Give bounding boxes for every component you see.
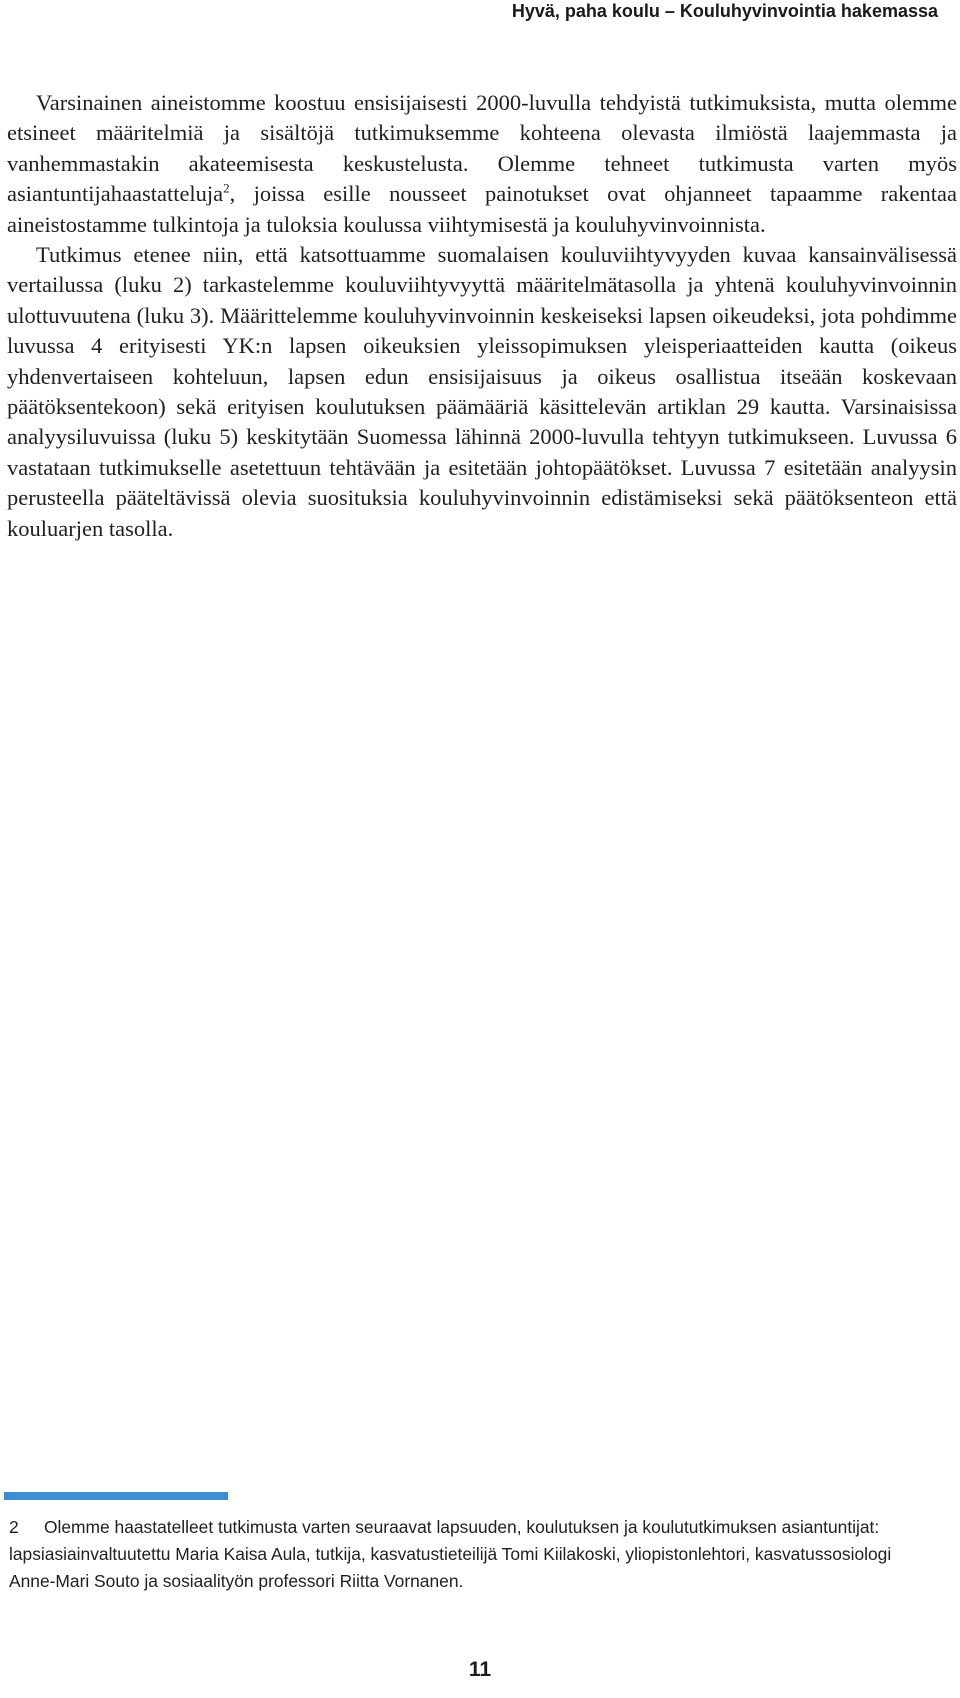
paragraph-2: Tutkimus etenee niin, että katsottuamme suomalaisen kouluviihtyvyyden kuvaa kansainvälisessä vertailussa (luku 2) tarkastelemme kouluviihtyvyyttä määritelmätasolla ja yhtenä kouluhyvinvoinnin ulottuvuutena (luku 3). Määrittelemme kouluhyvinvoinnin keskeiseksi lapsen oikeudeksi, jota pohdimme luvussa 4 erityisesti YK:n lapsen oikeuksien yleissopimuksen yleisperiaatteiden kautta (oikeus yhdenvertaiseen kohteluun, lapsen edun ensisijaisuus ja oikeus osallistua itseään koskevaan päätöksentekoon) sekä erityisen koulutuksen päämääriä käsittelevän artiklan 29 kautta. Varsinaisissa analyysiluvuissa (luku 5) keskitytään Suomessa lähinnä 2000-luvulla tehtyyn tutkimukseen. Luvussa 6 vastataan tutkimukselle asetettuun tehtävään ja esitetään johtopäätökset. Luvussa 7 esitetään analyysin perusteella pääteltävissä olevia suosituksia kouluhyvinvoinnin edistämiseksi sekä päätöksenteon että kouluarjen tasolla. [7,242,957,541]
paragraph-1 [7,88,957,240]
footnote-text: Olemme haastatelleet tutkimusta varten seuraavat lapsuuden, koulutuksen ja koulututkimuksen asiantuntijat: lapsiasiainvaltuutettu Maria Kaisa Aula, tutkija, kasvatustieteilijä Tomi Kiilakoski, yliopistonlehtori, kasvatussosiologi Anne-Mari Souto ja sosiaalityön professori Riitta Vornanen. [9,1517,892,1591]
main-text [7,88,957,544]
page-number: 11 [468,1658,492,1681]
paragraph-1-text-start: Varsinainen aineistomme koostuu ensisijaisesti 2000-luvulla tehdyistä tutkimuksista, mutta olemme etsineet määritelmiä ja sisältöjä tutkimuksemme kohteena olevasta ilmiöstä laajemmasta ja vanhemmastakin akateemisesta keskustelusta. Olemme tehneet tutkimusta varten myös asiantuntijahaastatteluja [7,90,957,207]
running-header: Hyvä, paha koulu – Kouluhyvinvointia hakemassa [511,1,938,21]
footnote-divider [4,1492,228,1500]
footnote-reference: 2 [223,180,230,196]
footnote [9,1514,917,1594]
paragraph-1-text-end: , joissa esille nousseet painotukset ovat ohjanneet tapaamme rakentaa aineistostamme tulkintoja ja tuloksia koulussa viihtymisestä ja kouluhyvinvoinnista. [7,181,957,237]
footnote-number: 2 [9,1517,19,1537]
